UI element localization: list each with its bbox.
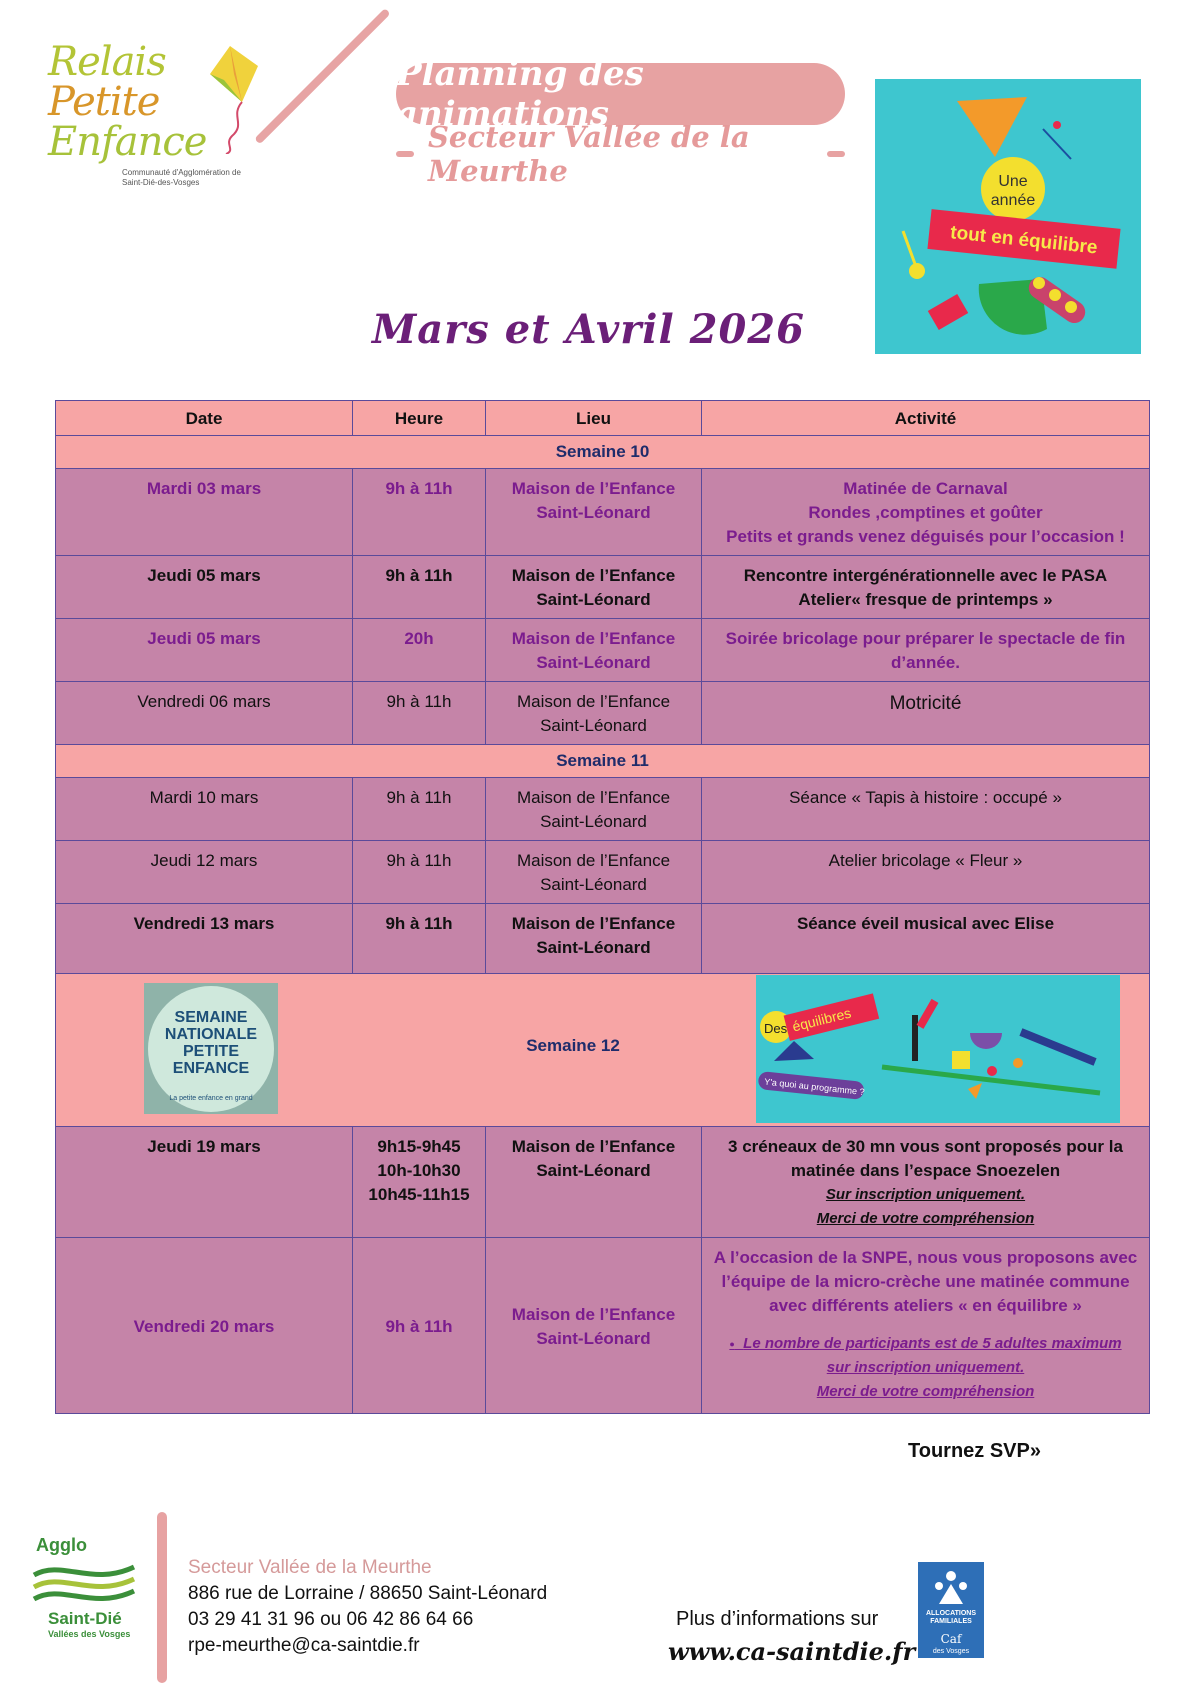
table-row bbox=[56, 1238, 1150, 1414]
lieu-line: Maison de l’Enfance bbox=[516, 692, 671, 711]
activity-line: Matinée de Carnaval bbox=[843, 479, 1008, 498]
row-lieu bbox=[486, 904, 702, 974]
equi-des: Des bbox=[764, 1021, 788, 1036]
lieu-line: Maison de l’Enfance bbox=[511, 1137, 676, 1156]
table-row bbox=[56, 904, 1150, 974]
activity-line: A l’occasion de la SNPE, nous vous proposons avec bbox=[713, 1248, 1138, 1267]
lieu-line: Maison de l’Enfance bbox=[516, 851, 671, 870]
row-heure bbox=[353, 1127, 486, 1238]
week-label: Semaine 10 bbox=[56, 436, 1150, 469]
rpe-logo bbox=[40, 40, 255, 200]
contact-address: 886 rue de Lorraine / 88650 Saint-Léonard bbox=[188, 1583, 548, 1604]
row-date: Mardi 03 mars bbox=[56, 469, 353, 556]
row-lieu bbox=[486, 778, 702, 841]
website-link[interactable]: www.ca-saintdie.fr bbox=[668, 1637, 916, 1666]
row-activite: Séance « Tapis à histoire : occupé » bbox=[702, 778, 1150, 841]
time-slot: 10h-10h30 bbox=[377, 1161, 461, 1180]
row-date: Jeudi 19 mars bbox=[56, 1127, 353, 1238]
activity-line: Petits et grands venez déguisés pour l’occasion ! bbox=[726, 527, 1125, 546]
row-activite: Motricité bbox=[702, 682, 1150, 745]
table-row bbox=[56, 556, 1150, 619]
row-lieu bbox=[486, 1238, 702, 1414]
week-label: Semaine 11 bbox=[56, 745, 1150, 778]
agglo-saint-die-logo bbox=[32, 1535, 142, 1645]
table-row bbox=[56, 841, 1150, 904]
activity-line: Atelier« fresque de printemps » bbox=[798, 590, 1053, 609]
snpe-line: SEMAINE bbox=[174, 1009, 248, 1026]
contact-sector: Secteur Vallée de la Meurthe bbox=[188, 1557, 432, 1578]
table-row bbox=[56, 682, 1150, 745]
row-date: Vendredi 13 mars bbox=[56, 904, 353, 974]
contact-email[interactable]: rpe-meurthe@ca-saintdie.fr bbox=[188, 1635, 420, 1656]
activity-line: d’année. bbox=[891, 653, 960, 672]
activity-line: 3 créneaux de 30 mn vous sont proposés pour la bbox=[728, 1137, 1123, 1156]
row-activite: Séance éveil musical avec Elise bbox=[702, 904, 1150, 974]
row-activite bbox=[702, 1238, 1150, 1414]
lieu-line: Saint-Léonard bbox=[540, 812, 647, 831]
activity-line: avec différents ateliers « en équilibre » bbox=[769, 1296, 1082, 1315]
snpe-tagline: La petite enfance en grand bbox=[169, 1095, 253, 1102]
row-activite bbox=[702, 469, 1150, 556]
lieu-line: Maison de l’Enfance bbox=[516, 788, 671, 807]
caf-text bbox=[918, 1610, 984, 1626]
more-info-label: Plus d’informations sur bbox=[676, 1608, 879, 1630]
sector-subtitle bbox=[396, 120, 845, 188]
row-heure: 9h à 11h bbox=[353, 904, 486, 974]
poster-line2: année bbox=[990, 192, 1036, 209]
snpe-logo bbox=[144, 983, 278, 1114]
table-row bbox=[56, 778, 1150, 841]
caf-sub: des Vosges bbox=[932, 1648, 970, 1655]
row-lieu bbox=[486, 556, 702, 619]
lieu-line: Maison de l’Enfance bbox=[511, 566, 676, 585]
row-heure: 9h à 11h bbox=[353, 469, 486, 556]
row-lieu bbox=[486, 1127, 702, 1238]
time-slot: 10h45-11h15 bbox=[368, 1185, 470, 1204]
row-heure: 20h bbox=[353, 619, 486, 682]
footer-divider bbox=[157, 1512, 167, 1683]
activity-line: Rencontre intergénérationnelle avec le PASA bbox=[743, 566, 1108, 585]
row-lieu bbox=[486, 619, 702, 682]
logo-subtitle: Communauté d'Agglomération de Saint-Dié-des-Vosges bbox=[122, 168, 241, 187]
page-title-banner bbox=[396, 54, 845, 134]
caf-family-icon bbox=[931, 1568, 971, 1608]
activity-line: l’équipe de la micro-crèche une matinée commune bbox=[721, 1272, 1130, 1291]
registration-note: Sur inscription uniquement. bbox=[825, 1186, 1026, 1203]
snpe-line: PETITE bbox=[182, 1043, 239, 1060]
lieu-line: Saint-Léonard bbox=[536, 1328, 651, 1348]
row-date: Jeudi 05 mars bbox=[56, 556, 353, 619]
equi-title: équilibres bbox=[790, 1004, 853, 1035]
lieu-line: Saint-Léonard bbox=[536, 653, 651, 672]
week-label: Semaine 12 bbox=[526, 1036, 620, 1055]
week-row-12 bbox=[56, 974, 1150, 1127]
row-date: Jeudi 12 mars bbox=[56, 841, 353, 904]
column-header-lieu: Lieu bbox=[486, 401, 702, 436]
participants-note bbox=[710, 1332, 1141, 1356]
equilibre-poster bbox=[875, 79, 1141, 354]
thanks-note: Merci de votre compréhension bbox=[816, 1383, 1035, 1400]
logo-word-enfance: Enfance bbox=[48, 119, 207, 165]
month-title: Mars et Avril 2026 bbox=[372, 306, 805, 353]
caf-line: ALLOCATIONS bbox=[925, 1610, 977, 1617]
bullet-icon: ● bbox=[729, 1339, 735, 1349]
row-activite bbox=[702, 556, 1150, 619]
lieu-line: Maison de l’Enfance bbox=[511, 629, 676, 648]
week-12-banner bbox=[56, 974, 1150, 1127]
lieu-line: Maison de l’Enfance bbox=[511, 1304, 676, 1324]
lieu-line: Saint-Léonard bbox=[536, 938, 651, 957]
decorative-diagonal-line bbox=[254, 8, 390, 144]
column-header-date: Date bbox=[56, 401, 353, 436]
row-lieu bbox=[486, 682, 702, 745]
subtitle-dash-right bbox=[827, 151, 845, 157]
column-header-heure: Heure bbox=[353, 401, 486, 436]
agglo-logo-name: Saint-Dié bbox=[48, 1609, 122, 1628]
lieu-line: Saint-Léonard bbox=[536, 503, 651, 522]
thanks-note: Merci de votre compréhension bbox=[816, 1210, 1035, 1227]
row-heure: 9h à 11h bbox=[353, 556, 486, 619]
table-row bbox=[56, 1127, 1150, 1238]
lieu-line: Saint-Léonard bbox=[536, 1161, 651, 1180]
schedule-table bbox=[55, 400, 1150, 1414]
activity-line: Rondes ,comptines et goûter bbox=[808, 503, 1043, 522]
lieu-line: Saint-Léonard bbox=[540, 716, 647, 735]
table-row bbox=[56, 469, 1150, 556]
equi-program: Y'a quoi au programme ? bbox=[763, 1076, 866, 1098]
agglo-logo-sub: Vallées des Vosges bbox=[48, 1629, 131, 1639]
activity-line: Soirée bricolage pour préparer le spectacle de fin bbox=[725, 629, 1126, 648]
row-date: Vendredi 20 mars bbox=[56, 1238, 353, 1414]
row-heure: 9h à 11h bbox=[353, 1238, 486, 1414]
lieu-line: Maison de l’Enfance bbox=[511, 914, 676, 933]
row-date: Jeudi 05 mars bbox=[56, 619, 353, 682]
poster-banner: tout en équilibre bbox=[949, 222, 1099, 259]
registration-note: sur inscription uniquement. bbox=[826, 1359, 1025, 1376]
lieu-line: Maison de l’Enfance bbox=[511, 479, 676, 498]
lieu-line: Saint-Léonard bbox=[540, 875, 647, 894]
table-row bbox=[56, 619, 1150, 682]
row-activite: Atelier bricolage « Fleur » bbox=[702, 841, 1150, 904]
row-activite bbox=[702, 619, 1150, 682]
kite-icon bbox=[190, 44, 260, 154]
activity-line: matinée dans l’espace Snoezelen bbox=[790, 1161, 1061, 1180]
snpe-logo-text bbox=[144, 1009, 278, 1077]
des-equilibres-image bbox=[756, 975, 1120, 1123]
row-lieu bbox=[486, 841, 702, 904]
logo-word-relais: Relais bbox=[48, 39, 166, 85]
row-heure: 9h à 11h bbox=[353, 682, 486, 745]
agglo-logo-top: Agglo bbox=[36, 1535, 87, 1555]
column-header-activite: Activité bbox=[702, 401, 1150, 436]
row-date: Vendredi 06 mars bbox=[56, 682, 353, 745]
sector-subtitle-text: Secteur Vallée de la Meurthe bbox=[427, 120, 750, 188]
poster-line1: Une bbox=[998, 173, 1028, 190]
contact-block bbox=[188, 1555, 547, 1659]
row-date: Mardi 10 mars bbox=[56, 778, 353, 841]
turn-page-note: Tournez SVP» bbox=[908, 1440, 1041, 1462]
page-title: Planning des animations bbox=[396, 54, 644, 134]
snpe-line: NATIONALE bbox=[164, 1026, 258, 1043]
caf-logo bbox=[918, 1562, 984, 1658]
row-heure: 9h à 11h bbox=[353, 841, 486, 904]
caf-line: FAMILIALES bbox=[930, 1618, 972, 1625]
row-heure: 9h à 11h bbox=[353, 778, 486, 841]
caf-name: Caf bbox=[940, 1632, 962, 1646]
snpe-line: ENFANCE bbox=[172, 1060, 250, 1077]
agglo-waves-icon bbox=[32, 1557, 136, 1607]
subtitle-dash-left bbox=[396, 151, 414, 157]
table-header-row bbox=[56, 401, 1150, 436]
lieu-line: Saint-Léonard bbox=[536, 590, 651, 609]
time-slot: 9h15-9h45 bbox=[377, 1137, 461, 1156]
week-row-10 bbox=[56, 436, 1150, 469]
contact-phone: 03 29 41 31 96 ou 06 42 86 64 66 bbox=[188, 1609, 474, 1630]
row-activite bbox=[702, 1127, 1150, 1238]
week-row-11 bbox=[56, 745, 1150, 778]
logo-word-petite: Petite bbox=[48, 79, 160, 125]
row-lieu bbox=[486, 469, 702, 556]
participants-note-text: Le nombre de participants est de 5 adultes maximum bbox=[743, 1335, 1122, 1352]
